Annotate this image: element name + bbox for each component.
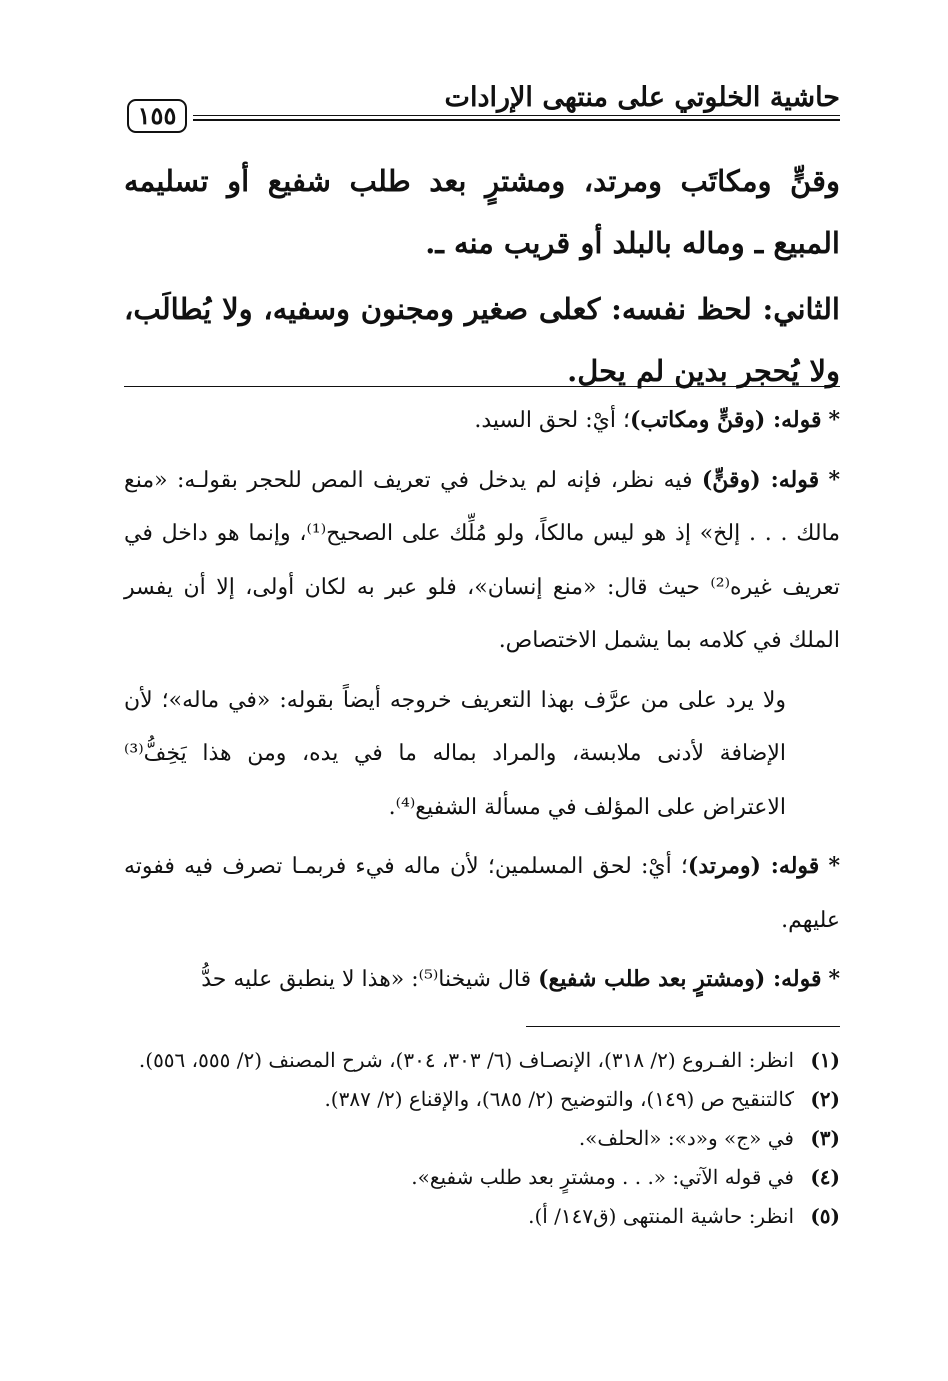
star-marker: * [828,466,840,493]
commentary-text: ؛ أيْ: لحق السيد. [474,408,630,433]
main-paragraph-1: وقنٍّ ومكاتَب ومرتد، ومشترٍ بعد طلب شفيع أو تسليمه المبيع ـ وماله بالبلد أو قريب منه ـ. [124,164,840,260]
footnote-rule [526,1026,840,1027]
footnote-text: انظر: الفـروع (٢/ ٣١٨)، الإنصـاف (٦/ ٣٠٣، ٣٠٤)، شرح المصنف (٢/ ٥٥٥، ٥٥٦). [138,1048,794,1072]
footnote [124,1041,840,1080]
commentary-item-4 [124,840,840,947]
footnote-number: (٥) [810,1204,840,1228]
commentary-text: ؛ أيْ: لحق المسلمين؛ لأن ماله فيء فربمـا تصرف فيه ففوته عليهم. [124,854,840,933]
commentary-item-3 [124,674,840,835]
running-title: حاشية الخلوتي على منتهى الإرادات [444,82,840,113]
commentary-text: فيه نظر، فإنه لم يدخل في تعريف المص للحجر بقولـه: «منع مالك . . . إلخ» إذ هو ليس مالكاً، ولو مُلِّك على الصحيح⁽¹⁾، وإنما هو داخل في تعريف غيره⁽²⁾ حيث قال: «منع إنسان»، فلو عبر به لكان أولى، إلا أن يفسر الملك في كلامه بما يشمل الاختصاص. [124,467,841,653]
commentary-text: ولا يرد على من عرَّف بهذا التعريف خروجه أيضاً بقوله: «في ماله»؛ لأن الإضافة لأدنى ملابسة، والمراد بماله ما في يده، ومن هذا يَخِفُّ⁽³⁾ الاعتراض على المؤلف في مسألة الشفيع⁽⁴⁾. [124,687,786,820]
commentary-text: قال شيخنا⁽⁵⁾: «هذا لا ينطبق عليه حدُّ [201,967,539,992]
header-rule-thick [193,119,840,121]
commentary [124,394,840,1007]
commentary-item-2 [124,454,840,668]
commentary-item-5 [124,953,840,1007]
main-paragraph-2: الثاني: لحظ نفسه: كعلى صغير ومجنون وسفيه، ولا يُطالَب، ولا يُحجر بدين لم يحل. [124,292,840,388]
star-marker: * [828,966,840,992]
star-marker: * [828,853,840,879]
text-separator [124,386,840,387]
header-rule [193,115,840,116]
footnote-text: في «ج» و«د»: «الحلف». [578,1126,794,1150]
footnote [124,1119,840,1158]
footnote-number: (٢) [810,1087,840,1111]
footnote [124,1197,840,1236]
footnote-text: في قوله الآتي: «. . . ومشترٍ بعد طلب شفيع». [411,1165,794,1189]
footnote-number: (٤) [810,1165,840,1189]
footnote-text: انظر: حاشية المنتهى (ق١٤٧/ أ). [528,1204,794,1228]
star-marker: * [828,407,840,433]
main-text [124,150,840,402]
footnote [124,1158,840,1197]
page-number: ١٥٥ [127,99,187,133]
footnote-text: كالتنقيح ص (١٤٩)، والتوضيح (٢/ ٦٨٥)، والإقناع (٢/ ٣٨٧). [324,1087,794,1111]
footnotes [124,1041,840,1236]
commentary-item-1 [124,394,840,448]
commentary-keyword: قوله: (وقنٍّ ومكاتب) [629,407,822,433]
footnote-number: (١) [810,1048,840,1072]
footnote [124,1080,840,1119]
commentary-keyword: قوله: (ومرتد) [687,853,820,879]
commentary-keyword: قوله: (ومشترٍ بعد طلب شفيع) [538,966,822,992]
commentary-keyword: قوله: (وقنٍّ) [701,466,820,493]
footnote-number: (٣) [810,1126,840,1150]
